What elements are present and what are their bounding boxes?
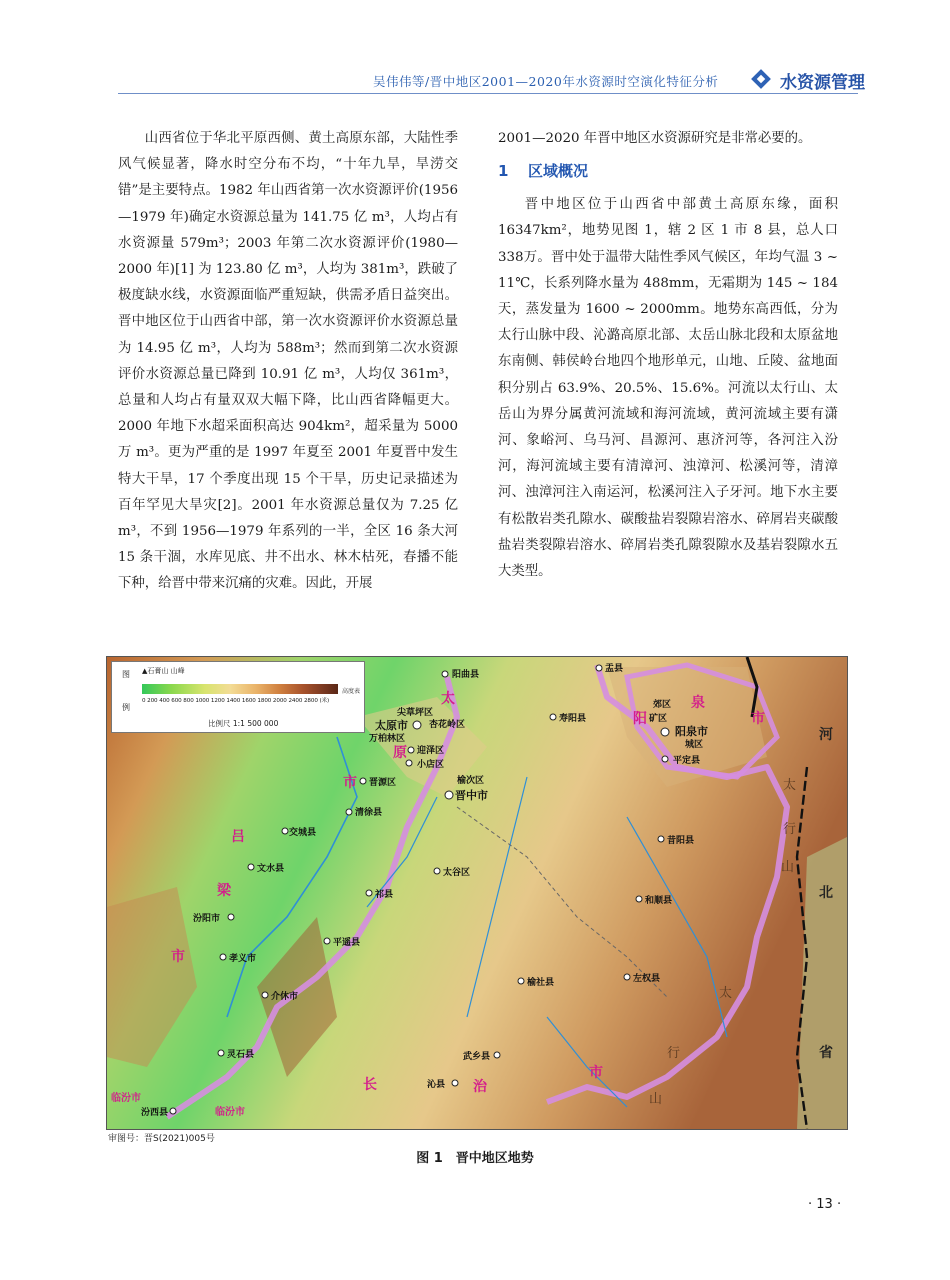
region-label-linfen-a: 临汾市 — [111, 1093, 141, 1104]
map-label-pingyao: 平遥县 — [333, 938, 361, 948]
region-label-yuan: 原 — [393, 745, 407, 761]
map-label-fenyang: 汾阳市 — [193, 914, 221, 924]
map-label-chengqu: 城区 — [685, 740, 704, 750]
region-label-quan: 泉 — [691, 695, 705, 711]
taihang-label-2: 行 — [783, 822, 797, 837]
map-label-jinzhong-city: 晋中市 — [455, 789, 488, 802]
map-label-shouyang: 寿阳县 — [559, 714, 587, 724]
region-label-shi2: 市 — [751, 711, 765, 727]
hebei-label-sheng: 省 — [819, 1045, 833, 1061]
map-label-qingxu: 清徐县 — [355, 808, 383, 818]
legend-elevation-label: 高度表 — [342, 688, 361, 695]
figure-caption: 图 1 晋中地区地势 — [416, 1151, 534, 1166]
map-label-yuxian: 盂县 — [605, 664, 624, 674]
map-label-wanbailin: 万柏林区 — [369, 734, 406, 744]
running-header — [118, 62, 865, 94]
map-label-lingshi: 灵石县 — [227, 1050, 255, 1060]
running-title: 吴伟伟等/晋中地区2001—2020年水资源时空演化特征分析 — [373, 74, 719, 89]
region-label-liang: 梁 — [217, 883, 231, 899]
map-label-xiaoyi: 孝义市 — [229, 954, 257, 964]
map-label-zuoquan: 左权县 — [633, 974, 661, 984]
section-title: 区域概况 — [528, 162, 589, 181]
map-label-kuangqu: 矿区 — [649, 714, 668, 724]
section-number: 1 — [498, 162, 509, 181]
region-overview-paragraph: 晋中地区位于山西省中部黄土高原东缘，面积16347km²，地势见图 1，辖 2 区 1 市 8 县，总人口 338万。晋中处于温带大陆性季风气候区，年均气温 3 ~ 11℃，长系列降水量为 488mm，无霜期为 145 ~ 184 天，蒸发量为 1600 ~ 2000mm。地势东高西低，分为太行山脉中段、沁潞高原北部、太岳山脉北段和太原盆地东南侧、韩侯岭台地四个地形单元，山地、丘陵、盆地面积分别占 63.9%、20.5%、15.6%。河流以太行山、太岳山为界分属黄河流域和海河流域，黄河流域主要有潇河、象峪河、乌马河、昌源河、惠济河等，各河注入汾河，海河流域主要有清漳河、浊漳河、松溪河等，清漳河、浊漳河注入南运河，松溪河注入子牙河。地下水主要有松散岩类孔隙水、碳酸盐岩裂隙岩溶水、碎屑岩夹碳酸盐岩类裂隙岩溶水、碎屑岩类孔隙裂隙水及基岩裂隙水五大类型。 — [498, 197, 838, 580]
section-heading — [498, 158, 838, 184]
map-label-xiyang: 昔阳县 — [667, 836, 695, 846]
map-label-taiyuan-city: 太原市 — [375, 719, 408, 732]
map-label-yushe: 榆社县 — [527, 978, 555, 988]
legend-title-tu: 图 — [122, 670, 130, 679]
map-label-wenshui: 文水县 — [257, 864, 285, 874]
map-label-qixian: 祁县 — [375, 890, 394, 900]
map-label-yangquan-city: 阳泉市 — [675, 725, 708, 738]
region-label-chang: 长 — [363, 1077, 377, 1093]
map-label-qinxian: 沁县 — [427, 1080, 446, 1090]
taihang-label-3: 山 — [781, 860, 795, 875]
map-label-jiaoqu: 郊区 — [653, 700, 672, 710]
region-label-tai: 太 — [441, 691, 455, 707]
legend-elevation-ticks: 0 200 400 600 800 1000 1200 1400 1600 1800 2000 2400 2800 (米) — [142, 698, 330, 704]
map-label-xiaodian: 小店区 — [417, 760, 445, 770]
taihang-label-1: 太 — [783, 778, 797, 793]
map-label-xinghualing: 杏花岭区 — [429, 720, 466, 730]
taihang-label-4: 太 — [719, 986, 733, 1001]
page-number: · 13 · — [808, 1197, 842, 1212]
region-label-zhi: 治 — [473, 1079, 487, 1095]
region-label-shi3: 市 — [171, 949, 185, 965]
journal-diamond-icon — [751, 69, 771, 89]
region-label-shi1: 市 — [343, 775, 357, 791]
legend-scale: 比例尺 1:1 500 000 — [208, 719, 279, 728]
map-label-taigu: 太谷区 — [443, 868, 471, 878]
region-label-lv: 吕 — [231, 829, 245, 845]
map-label-jinyuan: 晋源区 — [369, 778, 397, 788]
map-label-wuxiang: 武乡县 — [463, 1052, 491, 1062]
map-label-jiaocheng: 交城县 — [289, 828, 317, 838]
header-rule — [118, 93, 858, 94]
legend-peak-symbol: ▲石膏山 山峰 — [142, 667, 185, 675]
map-label-heshun: 和顺县 — [645, 896, 673, 906]
journal-name: 水资源管理 — [780, 73, 865, 93]
map-label-fenxi: 汾西县 — [141, 1108, 169, 1118]
taihang-label-5: 行 — [667, 1046, 681, 1061]
map-label-yingze: 迎泽区 — [417, 746, 445, 756]
right-column — [498, 126, 838, 585]
hebei-label-bei: 北 — [819, 885, 833, 901]
continuation-text: 2001—2020 年晋中地区水资源研究是非常必要的。 — [498, 131, 812, 146]
region-label-shi4: 市 — [589, 1065, 603, 1081]
terrain-map-figure — [106, 656, 848, 1130]
left-paragraph: 山西省位于华北平原西侧、黄土高原东部，大陆性季风气候显著，降水时空分布不均，“十年九旱，旱涝交错”是主要特点。1982 年山西省第一次水资源评价(1956—1979 年)确定水资源总量为 141.75 亿 m³，人均占有水资源量 579m³；2003 年第二次水资源评价(1980—2000 年)[1] 为 123.80 亿 m³，人均为 381m³，跌破了极度缺水线，水资源面临严重短缺，供需矛盾日益突出。晋中地区位于山西省中部，第一次水资源评价水资源总量为 14.95 亿 m³，人均为 588m³；然而到第二次水资源评价水资源总量已降到 10.91 亿 m³，人均仅 361m³，总量和人均占有量双双大幅下降，比山西省降幅更大。2000 年地下水超采面积高达 904km²，超采量为 5000 万 m³。更为严重的是 1997 年夏至 2001 年夏晋中发生特大干旱，17 个季度出现 15 个干旱，历史记录描述为百年罕见大旱灾[2]。2001 年水资源总量仅为 7.25 亿 m³，不到 1956—1979 年系列的一半，全区 16 条大河 15 条干涸，水库见底、井不出水、林木枯死，春播不能下种，给晋中带来沉痛的灾难。因此，开展 — [118, 131, 458, 592]
left-column — [118, 126, 458, 598]
map-legend — [111, 661, 365, 733]
map-label-jiexiu: 介休市 — [271, 992, 299, 1002]
region-label-yang: 阳 — [633, 711, 647, 727]
legend-title-li: 例 — [122, 703, 130, 712]
map-label-yuci: 榆次区 — [457, 776, 485, 786]
map-label-yangqu: 阳曲县 — [452, 670, 480, 680]
legend-elevation-bar — [142, 684, 338, 694]
region-label-linfen-b: 临汾市 — [215, 1107, 245, 1118]
map-label-jiancaoping: 尖草坪区 — [397, 708, 434, 718]
map-label-pingding: 平定县 — [673, 756, 701, 766]
hebei-label-he: 河 — [819, 727, 833, 743]
map-review-number: 审图号：晋S(2021)005号 — [108, 1134, 215, 1144]
taihang-label-6: 山 — [649, 1092, 663, 1107]
